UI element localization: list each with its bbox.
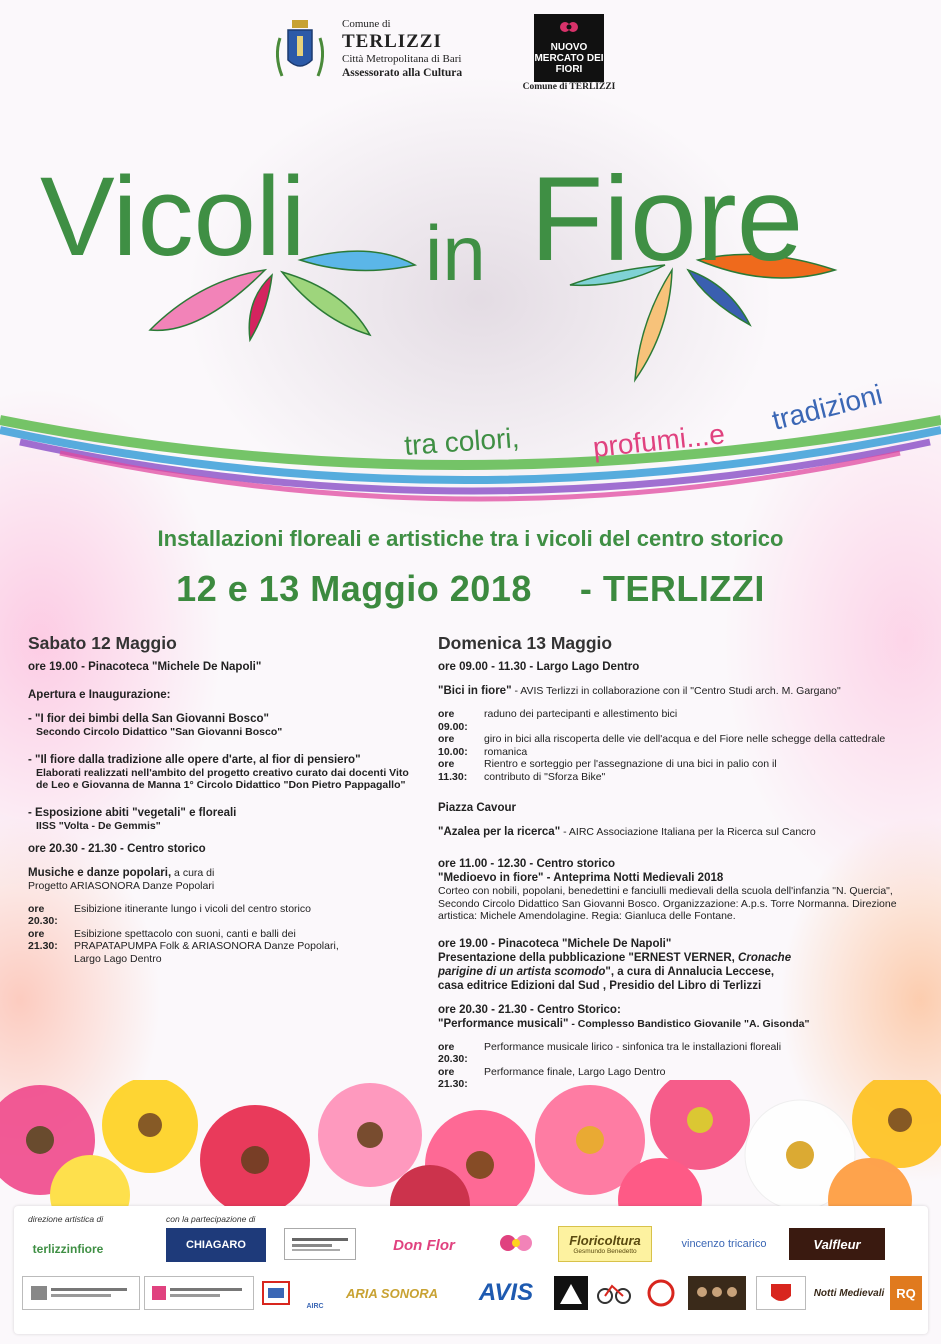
generic-logo-icon bbox=[152, 1284, 246, 1302]
sun-e4-l1a: Presentazione della pubblicazione "ERNEST VERNER, bbox=[438, 951, 739, 964]
dates-when: 12 e 13 Maggio 2018 bbox=[176, 568, 532, 609]
sat-e1-time: ore 19.00 - Pinacoteca "Michele De Napoli" bbox=[28, 661, 262, 673]
sat-e1-item3-title: - Esposizione abiti "vegetali" e floreali bbox=[28, 806, 237, 819]
title-artwork bbox=[0, 120, 941, 530]
logo-notti-medievali: Notti Medievali bbox=[813, 1287, 885, 1299]
schedule-time: ore 09.00: bbox=[438, 708, 468, 733]
logo-school-partner bbox=[22, 1276, 140, 1310]
schedule-row bbox=[438, 708, 918, 733]
sun-e4-line3: casa editrice Edizioni dal Sud , Presidio del Libro di Terlizzi bbox=[438, 979, 762, 992]
sat-e1-item1-title: - "I fior dei bimbi della San Giovanni Bosco" bbox=[28, 713, 269, 725]
sun-e2-place: Piazza Cavour bbox=[438, 802, 516, 814]
sunday-program bbox=[438, 633, 918, 1091]
logo-circolo-partner bbox=[144, 1276, 254, 1310]
schedule-time: ore 21.30: bbox=[438, 1065, 468, 1090]
sun-e1-schedule bbox=[438, 708, 918, 783]
generic-logo-icon bbox=[558, 1280, 584, 1306]
tagline-part-1: tra colori, bbox=[403, 422, 521, 461]
logo-terlizzinfiore: terlizzinfiore bbox=[32, 1242, 104, 1256]
logo-black-partner bbox=[554, 1276, 588, 1310]
generic-logo-icon bbox=[290, 1234, 350, 1254]
flower-icon bbox=[558, 18, 580, 36]
logo-bike-partner bbox=[594, 1278, 634, 1308]
subtitle: Installazioni floreali e artistiche tra i vicoli del centro storico bbox=[157, 526, 784, 551]
sat-e2-title-rest: a cura di bbox=[171, 867, 215, 879]
logo-flower-partner bbox=[486, 1226, 548, 1264]
schedule-time: ore 11.30: bbox=[438, 758, 468, 783]
schedule-text: Esibizione itinerante lungo i vicoli del centro storico bbox=[74, 902, 311, 915]
sun-e1-time: ore 09.00 - 11.30 - Largo Lago Dentro bbox=[438, 661, 640, 673]
municipality-prefix: Comune di bbox=[342, 18, 391, 30]
logo-don-flor: Don Flor bbox=[393, 1236, 455, 1254]
sun-e1-title-line bbox=[438, 684, 918, 698]
sun-e3-title: "Medioevo in fiore" - Anteprima Notti Medievali 2018 bbox=[438, 872, 724, 884]
sun-e1-title-rest: - AVIS Terlizzi in collaborazione con il "Centro Studi arch. M. Gargano" bbox=[511, 685, 841, 697]
title-vicoli: Vicoli bbox=[40, 154, 306, 279]
logo-aria-sonora: ARIA SONORA bbox=[346, 1285, 438, 1301]
sat-e2-time: ore 20.30 - 21.30 - Centro storico bbox=[28, 843, 206, 855]
sun-e4-l2b: ", a cura di Annalucia Leccese, bbox=[605, 965, 775, 978]
logo-chiagaro: CHIAGARO bbox=[166, 1228, 266, 1262]
sun-e2-title-line bbox=[438, 825, 918, 839]
partners-bar bbox=[14, 1206, 928, 1334]
schedule-time: ore 20.30: bbox=[438, 1040, 468, 1065]
schedule-row bbox=[438, 1041, 918, 1066]
tagline-part-3: tradizioni bbox=[768, 378, 886, 436]
saturday-day: Sabato 12 Maggio bbox=[28, 633, 177, 653]
dates-where: - TERLIZZI bbox=[579, 568, 765, 609]
logo-airc: AIRC bbox=[306, 1303, 324, 1310]
sun-e5-title: "Performance musicali" bbox=[438, 1017, 569, 1030]
logo-photo-partner bbox=[688, 1276, 746, 1310]
sun-e4-line2 bbox=[438, 965, 918, 979]
generic-logo-icon bbox=[261, 1280, 291, 1306]
schedule-time: ore 10.00: bbox=[438, 733, 468, 758]
coat-of-arms-icon bbox=[272, 16, 328, 86]
sat-e1-item2-desc: Elaborati realizzati nell'ambito del progetto creativo curato dai docenti Vito de Leo e Giovanna de Manna 1° Circolo Didattico "Don Pietro Pappagallo" bbox=[36, 766, 409, 791]
logo-floricoltura-sub: Gesmundo Benedetto bbox=[573, 1248, 637, 1255]
municipality-header bbox=[272, 14, 492, 92]
sat-e1-item1-sub: Secondo Circolo Didattico "San Giovanni Bosco" bbox=[36, 726, 283, 738]
generic-logo-icon bbox=[646, 1279, 676, 1307]
schedule-text: Esibizione spettacolo con suoni, canti e balli dei PRAPATAPUMPA Folk & ARIASONORA Danze Popolari, Largo Lago Dentro bbox=[74, 927, 339, 965]
schedule-text: raduno dei partecipanti e allestimento bici bbox=[484, 708, 678, 720]
municipality-dept: Assessorato alla Cultura bbox=[342, 67, 463, 79]
logo-round-partner bbox=[640, 1278, 682, 1308]
logo-small-partner bbox=[258, 1278, 294, 1308]
sun-e4-l2a: parigine di un artista scomodo bbox=[438, 965, 606, 978]
logo-avis: AVIS bbox=[478, 1279, 534, 1306]
sun-e4-time: ore 19.00 - Pinacoteca "Michele De Napoli" bbox=[438, 937, 672, 950]
event-dates bbox=[0, 568, 941, 610]
tagline-part-2: profumi...e bbox=[591, 418, 727, 463]
municipality-name: TERLIZZI bbox=[342, 31, 442, 52]
schedule-time: ore 20.30: bbox=[28, 902, 58, 927]
bike-icon bbox=[596, 1281, 632, 1305]
schedule-row bbox=[438, 733, 918, 758]
logo-text-partner bbox=[284, 1228, 356, 1260]
title-fiore: Fiore bbox=[530, 152, 804, 286]
sun-e2-title: "Azalea per la ricerca" bbox=[438, 826, 561, 838]
sun-e5-title-rest: - Complesso Bandistico Giovanile "A. Gisonda" bbox=[568, 1017, 810, 1030]
schedule-row bbox=[438, 758, 818, 783]
group-photo-icon bbox=[692, 1280, 742, 1306]
schedule-text: giro in bici alla riscoperta delle vie dell'acqua e del Fiore nelle schegge della cattedrale romanica bbox=[484, 733, 886, 758]
sat-e1-item2-title: - "Il fiore dalla tradizione alle opere d'arte, al fior di pensiero" bbox=[28, 753, 361, 766]
sun-e3-time: ore 11.00 - 12.30 - Centro storico bbox=[438, 858, 616, 870]
sat-e2-title: Musiche e danze popolari, bbox=[28, 867, 172, 879]
market-logo-text: NUOVO MERCATO DEI FIORI bbox=[534, 42, 604, 75]
coat-of-arms-icon bbox=[761, 1280, 801, 1306]
sun-e4-line1 bbox=[438, 951, 918, 965]
schedule-text: Rientro e sorteggio per l'assegnazione di una bici in palio con il contributo di "Sforza Bike" bbox=[484, 758, 777, 783]
municipality-region: Città Metropolitana di Bari bbox=[342, 53, 462, 65]
sat-e1-item3-sub: IISS "Volta - De Gemmis" bbox=[36, 819, 161, 832]
sat-e1-heading: Apertura e Inaugurazione: bbox=[28, 689, 171, 701]
saturday-program bbox=[28, 633, 428, 965]
logo-floricoltura-name: Floricoltura bbox=[569, 1233, 641, 1248]
schedule-time: ore 21.30: bbox=[28, 927, 58, 952]
sunday-day: Domenica 13 Maggio bbox=[438, 633, 613, 653]
schedule-text: Performance musicale lirico - sinfonica tra le installazioni floreali bbox=[484, 1040, 782, 1053]
sat-e2-sub: Progetto ARIASONORA Danze Popolari bbox=[28, 880, 215, 892]
logo-floricoltura bbox=[558, 1226, 652, 1262]
participation-label: con la partecipazione di bbox=[166, 1214, 256, 1224]
sat-e2-title-line bbox=[28, 866, 428, 880]
logo-vincenzo-tricarico: vincenzo tricarico bbox=[681, 1238, 767, 1250]
title-in: in bbox=[425, 209, 486, 297]
market-logo bbox=[534, 14, 604, 82]
schedule-row bbox=[28, 903, 428, 928]
logo-rq: RQ bbox=[890, 1276, 922, 1310]
sun-e1-title: "Bici in fiore" bbox=[438, 685, 512, 697]
market-logo-sub: Comune di TERLIZZI bbox=[522, 82, 616, 92]
sun-e2-title-rest: - AIRC Associazione Italiana per la Ricerca sul Cancro bbox=[560, 826, 816, 838]
sat-e2-schedule bbox=[28, 903, 428, 966]
logo-crest-partner bbox=[756, 1276, 806, 1310]
sun-e4-l1b: Cronache bbox=[738, 951, 792, 964]
flower-icon bbox=[494, 1231, 540, 1259]
generic-logo-icon bbox=[31, 1284, 131, 1302]
sun-e5-title-line bbox=[438, 1017, 918, 1031]
direction-label: direzione artistica di bbox=[28, 1214, 104, 1224]
logo-valfleur: Valfleur bbox=[789, 1228, 885, 1260]
sun-e3-desc: Corteo con nobili, popolani, benedettini e fanciulli medievali della scuola dell'infanzia "N. Quercia", Secondo Circolo Didattico San Giovanni Bosco. Organizzazione: A.p.s. Torre Normanna. Direzione artistica: Michele Amendolagine. Regia: Gianluca delle Fontane. bbox=[438, 885, 897, 922]
sun-e5-time: ore 20.30 - 21.30 - Centro Storico: bbox=[438, 1003, 621, 1016]
schedule-row bbox=[28, 928, 358, 966]
flower-decoration bbox=[0, 1080, 941, 1210]
schedule-text: Performance finale, Largo Lago Dentro bbox=[484, 1065, 666, 1078]
municipality-text bbox=[342, 18, 462, 80]
